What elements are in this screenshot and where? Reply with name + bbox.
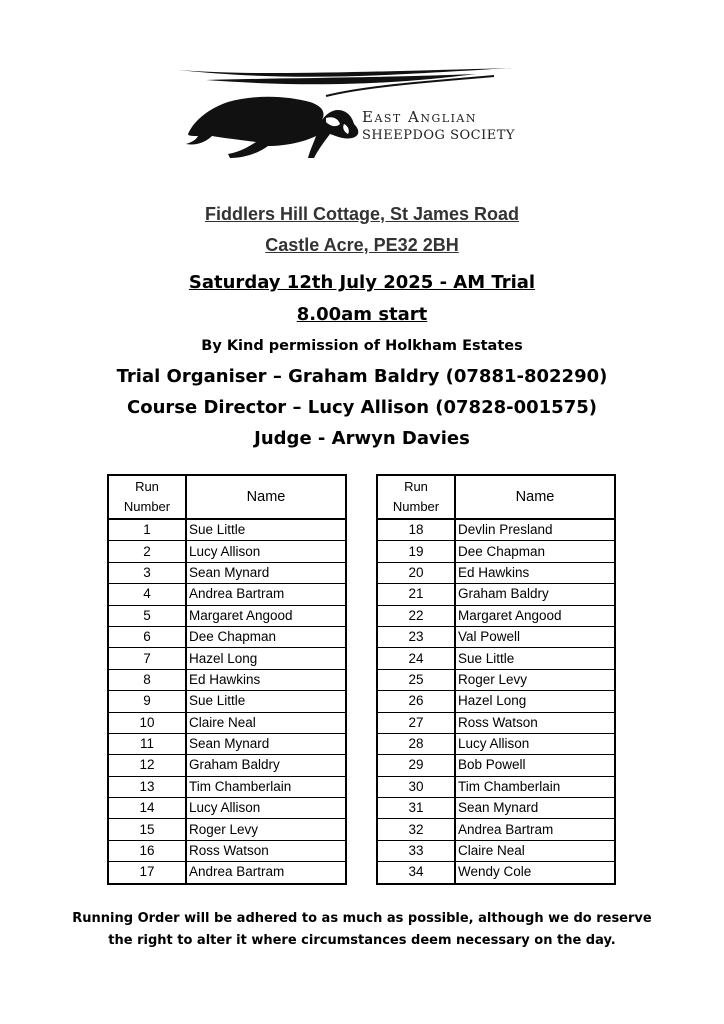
run-number-cell: 31: [377, 798, 455, 819]
table-row: [108, 712, 346, 733]
trial-organiser: Trial Organiser – Graham Baldry (07881-802290): [116, 366, 608, 387]
run-number-cell: 19: [377, 541, 455, 562]
handler-name-cell: Margaret Angood: [455, 605, 615, 626]
run-number-header: [108, 475, 186, 519]
table-row: [377, 562, 615, 583]
footer-line1: Running Order will be adhered to as much as possible, although we do reserve: [72, 911, 652, 926]
handler-name-cell: Andrea Bartram: [186, 584, 346, 605]
handler-name-cell: Val Powell: [455, 626, 615, 647]
table-row: [377, 776, 615, 797]
handler-name-cell: Graham Baldry: [455, 584, 615, 605]
run-number-cell: 16: [108, 840, 186, 861]
run-number-header-line2: Number: [123, 499, 171, 514]
run-number-cell: 1: [108, 519, 186, 541]
handler-name-cell: Sue Little: [455, 648, 615, 669]
table-row: [377, 584, 615, 605]
run-number-cell: 26: [377, 691, 455, 712]
table-row: [108, 605, 346, 626]
table-row: [377, 755, 615, 776]
course-director: Course Director – Lucy Allison (07828-001575): [127, 397, 597, 418]
table-row: [377, 541, 615, 562]
handler-name-cell: Ed Hawkins: [186, 669, 346, 690]
logo-text-east-anglian: East Anglian: [362, 108, 477, 126]
handler-name-cell: Ross Watson: [186, 840, 346, 861]
table-header-row: [377, 475, 615, 519]
run-number-cell: 6: [108, 626, 186, 647]
table-row: [108, 691, 346, 712]
run-number-cell: 33: [377, 840, 455, 861]
handler-name-cell: Dee Chapman: [186, 626, 346, 647]
table-row: [377, 691, 615, 712]
handler-name-cell: Sean Mynard: [455, 798, 615, 819]
run-number-cell: 24: [377, 648, 455, 669]
running-order-table-right: [376, 474, 616, 885]
handler-name-cell: Andrea Bartram: [186, 862, 346, 884]
handler-name-cell: Dee Chapman: [455, 541, 615, 562]
running-order-table-left: [107, 474, 347, 885]
run-number-cell: 3: [108, 562, 186, 583]
table-row: [108, 862, 346, 884]
run-number-cell: 5: [108, 605, 186, 626]
run-number-header-line2: Number: [392, 499, 440, 514]
table-row: [377, 862, 615, 884]
handler-name-cell: Sue Little: [186, 691, 346, 712]
judge: Judge - Arwyn Davies: [254, 428, 470, 449]
run-number-cell: 14: [108, 798, 186, 819]
handler-name-cell: Lucy Allison: [186, 798, 346, 819]
handler-name-cell: Sean Mynard: [186, 733, 346, 754]
run-number-cell: 8: [108, 669, 186, 690]
permission-note: By Kind permission of Holkham Estates: [201, 338, 523, 354]
table-row: [108, 541, 346, 562]
table-row: [377, 605, 615, 626]
venue-address-line2: Castle Acre, PE32 2BH: [265, 235, 459, 255]
handler-name-cell: Roger Levy: [186, 819, 346, 840]
handler-name-cell: Wendy Cole: [455, 862, 615, 884]
table-row: [108, 648, 346, 669]
table-row: [377, 798, 615, 819]
table-row: [108, 733, 346, 754]
table-row: [108, 669, 346, 690]
footer-line2: the right to alter it where circumstances deem necessary on the day.: [108, 933, 616, 948]
run-number-cell: 20: [377, 562, 455, 583]
handler-name-cell: Graham Baldry: [186, 755, 346, 776]
run-number-cell: 21: [377, 584, 455, 605]
run-number-cell: 15: [108, 819, 186, 840]
handler-name-cell: Ross Watson: [455, 712, 615, 733]
run-number-cell: 17: [108, 862, 186, 884]
handler-name-cell: Bob Powell: [455, 755, 615, 776]
run-number-cell: 22: [377, 605, 455, 626]
run-number-cell: 7: [108, 648, 186, 669]
table-row: [377, 712, 615, 733]
table-row: [108, 626, 346, 647]
run-number-cell: 9: [108, 691, 186, 712]
trial-date: Saturday 12th July 2025 - AM Trial: [188, 272, 536, 293]
footer-note: [0, 908, 724, 952]
name-header: Name: [186, 475, 346, 519]
handler-name-cell: Claire Neal: [455, 840, 615, 861]
table-row: [108, 755, 346, 776]
run-number-cell: 32: [377, 819, 455, 840]
handler-name-cell: Devlin Presland: [455, 519, 615, 541]
table-row: [377, 669, 615, 690]
table-row: [108, 519, 346, 541]
run-number-cell: 10: [108, 712, 186, 733]
table-row: [377, 519, 615, 541]
table-row: [108, 584, 346, 605]
run-number-cell: 34: [377, 862, 455, 884]
venue-address-line1: Fiddlers Hill Cottage, St James Road: [204, 204, 520, 224]
run-number-cell: 12: [108, 755, 186, 776]
run-number-cell: 11: [108, 733, 186, 754]
run-number-header: [377, 475, 455, 519]
logo-text-sheepdog-society: SHEEPDOG SOCIETY: [362, 128, 515, 143]
table-row: [108, 798, 346, 819]
handler-name-cell: Ed Hawkins: [455, 562, 615, 583]
table-row: [377, 840, 615, 861]
table-row: [108, 819, 346, 840]
handler-name-cell: Margaret Angood: [186, 605, 346, 626]
run-number-cell: 30: [377, 776, 455, 797]
table-header-row: [108, 475, 346, 519]
table-row: [108, 840, 346, 861]
run-number-cell: 2: [108, 541, 186, 562]
handler-name-cell: Claire Neal: [186, 712, 346, 733]
handler-name-cell: Tim Chamberlain: [186, 776, 346, 797]
handler-name-cell: Andrea Bartram: [455, 819, 615, 840]
handler-name-cell: Sean Mynard: [186, 562, 346, 583]
table-row: [108, 562, 346, 583]
table-row: [377, 819, 615, 840]
table-row: [377, 626, 615, 647]
handler-name-cell: Lucy Allison: [455, 733, 615, 754]
run-number-cell: 28: [377, 733, 455, 754]
run-number-cell: 13: [108, 776, 186, 797]
name-header: Name: [455, 475, 615, 519]
run-number-cell: 4: [108, 584, 186, 605]
table-row: [108, 776, 346, 797]
run-number-cell: 18: [377, 519, 455, 541]
start-time: 8.00am start: [296, 304, 428, 325]
run-number-cell: 25: [377, 669, 455, 690]
handler-name-cell: Sue Little: [186, 519, 346, 541]
handler-name-cell: Hazel Long: [455, 691, 615, 712]
run-number-cell: 29: [377, 755, 455, 776]
run-number-header-line1: Run: [135, 479, 159, 494]
handler-name-cell: Hazel Long: [186, 648, 346, 669]
table-row: [377, 733, 615, 754]
handler-name-cell: Lucy Allison: [186, 541, 346, 562]
run-number-cell: 23: [377, 626, 455, 647]
run-number-cell: 27: [377, 712, 455, 733]
handler-name-cell: Tim Chamberlain: [455, 776, 615, 797]
handler-name-cell: Roger Levy: [455, 669, 615, 690]
run-number-header-line1: Run: [404, 479, 428, 494]
table-row: [377, 648, 615, 669]
